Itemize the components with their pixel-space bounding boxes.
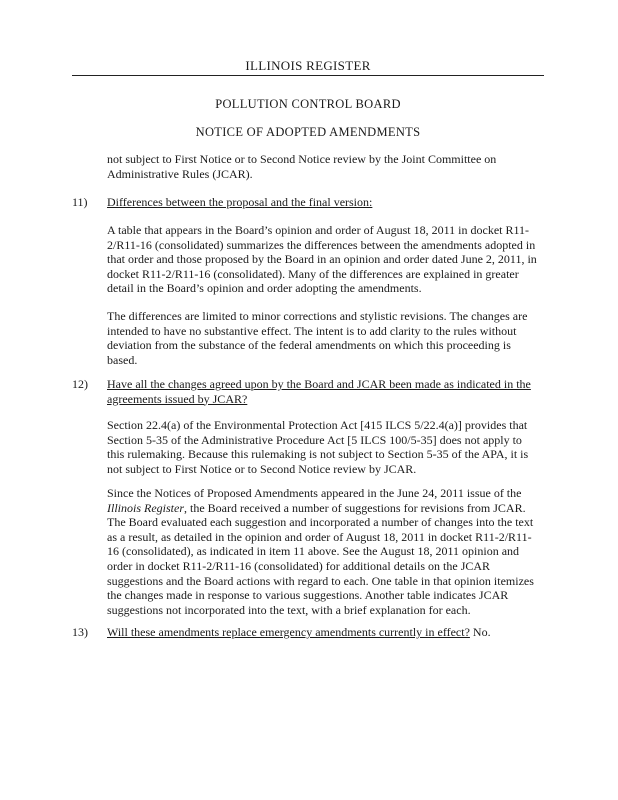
item-13-question	[107, 625, 541, 640]
illinois-register-italic: Illinois Register	[107, 500, 184, 515]
item-12-paragraph-2-start: Since the Notices of Proposed Amendments appeared in the June 24, 2011 issue of the	[107, 486, 522, 500]
intro-paragraph: not subject to First Notice or to Second Notice review by the Joint Committee on Administrative Rules (JCAR).	[107, 152, 497, 181]
item-11-question	[107, 195, 541, 210]
item-12-paragraph-1: Section 22.4(a) of the Environmental Protection Act [415 ILCS 5/22.4(a)] provides that Section 5-35 of the Administrative Procedure Act [5 ILCS 100/5-35] does not apply to this rulemaking. Because this rulemaking is not subject to Section 5-35 of the APA, it is not subject to First Notice or to Second Notice review by JCAR.	[107, 418, 529, 476]
agency-heading: POLLUTION CONTROL BOARD	[215, 97, 401, 111]
item-11-number: 11)	[72, 195, 88, 209]
notice-heading: NOTICE OF ADOPTED AMENDMENTS	[195, 125, 421, 139]
item-12-paragraph-2-rest: , the Board received a number of suggestions for revisions from JCAR. The Board evaluated each suggestion and incorporated a number of changes into the text as a result, as detailed in the opinion and order of August 18, 2011 in docket R11-2/R11-16 (consolidated), as indicated in item 11 above. See the August 18, 2011 opinion and order in docket R11-2/R11-16 (consolidated) for additional details on the JCAR suggestions and the Board actions with regard to each. One table in that opinion itemizes the changes made in response to various suggestions. Another table indicates JCAR suggestions not incorporated into the text, with a brief explanation for each.	[107, 500, 534, 617]
item-12-question	[107, 377, 541, 406]
item-11-question-text: Differences between the proposal and the final version:	[107, 195, 373, 209]
register-title: ILLINOIS REGISTER	[72, 58, 544, 76]
item-12-paragraph-2	[107, 486, 541, 617]
item-13-question-text: Will these amendments replace emergency amendments currently in effect?	[107, 625, 470, 639]
item-12-question-text: Have all the changes agreed upon by the Board and JCAR been made as indicated in the agreements issued by JCAR?	[107, 377, 531, 406]
item-13-answer: No.	[472, 625, 491, 639]
item-11-paragraph-2: The differences are limited to minor corrections and stylistic revisions. The changes are intended to have no substantive effect. The intent is to add clarity to the rules without deviation from the substance of the federal amendments on which this proceeding is based.	[107, 309, 528, 367]
item-12-number: 12)	[72, 377, 88, 391]
item-11-paragraph-1: A table that appears in the Board’s opinion and order of August 18, 2011 in docket R11-2/R11-16 (consolidated) summarizes the differences between the amendments adopted in that order and those proposed by the Board in an opinion and order dated June 2, 2011, in docket R11-2/R11-16 (consolidated). Many of the differences are explained in greater detail in the Board’s opinion and order adopting the amendments.	[107, 223, 537, 296]
item-13-number: 13)	[72, 625, 88, 639]
